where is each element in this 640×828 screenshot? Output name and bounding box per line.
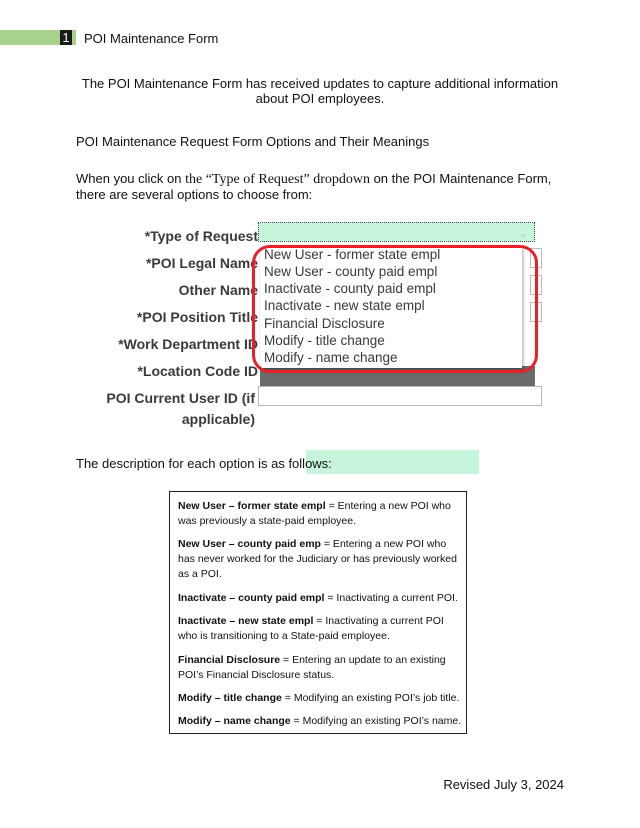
definition-item	[178, 653, 463, 683]
definition-item	[178, 591, 463, 606]
definition-meaning: = Inactivating a current POI.	[324, 592, 458, 604]
header-title: POI Maintenance Form	[84, 31, 219, 46]
definition-term: Inactivate – county paid empl	[178, 592, 325, 604]
dropdown-option[interactable]: Modify - title change	[264, 333, 385, 348]
label-applicable: applicable)	[181, 411, 255, 427]
label-poi-current-user-id: POI Current User ID (if	[106, 390, 255, 406]
dropdown-option[interactable]: Inactivate - new state empl	[264, 298, 425, 313]
header-accent-bar	[0, 30, 62, 45]
current-user-id-field[interactable]	[258, 386, 542, 406]
definition-meaning: = Entering a new POI who was previously a state-paid employee.	[178, 500, 451, 527]
section-title: POI Maintenance Request Form Options and Their Meanings	[76, 134, 430, 149]
paragraph-part1: When you click on	[76, 171, 186, 186]
form-screenshot	[100, 218, 550, 436]
definition-item	[178, 499, 463, 529]
paragraph-part3: on the POI Maintenance Form, there are several options to choose from:	[76, 171, 552, 202]
definition-item	[178, 614, 463, 644]
definition-meaning: = Inactivating a current POI who is transitioning to a State-paid employee.	[178, 615, 444, 642]
label-location-code-id: *Location Code ID	[137, 363, 258, 379]
highlight-swatch	[306, 450, 479, 474]
dropdown-option[interactable]: New User - county paid empl	[264, 264, 438, 279]
definition-term: Financial Disclosure	[178, 654, 281, 666]
definitions-box	[169, 491, 467, 734]
intro-text: The POI Maintenance Form has received updates to capture additional information about POI employees.	[81, 76, 559, 106]
label-other-name: Other Name	[178, 282, 258, 298]
dropdown-option[interactable]: New User - former state empl	[264, 247, 441, 262]
dropdown-option[interactable]: Inactivate - county paid empl	[264, 281, 436, 296]
dropdown-option[interactable]: Financial Disclosure	[264, 316, 385, 331]
chevron-down-icon[interactable]: ⌄	[517, 226, 528, 240]
definition-meaning: = Modifying an existing POI’s job title.	[281, 692, 460, 704]
definition-item	[178, 714, 463, 729]
highlight-ring	[252, 245, 538, 373]
label-poi-position-title: *POI Position Title	[136, 309, 258, 325]
definition-term: Modify – title change	[178, 692, 282, 704]
dropdown-option[interactable]: Modify - name change	[264, 350, 398, 365]
type-of-request-select[interactable]	[258, 222, 535, 242]
description-intro: The description for each option is as follows:	[76, 456, 332, 471]
definition-term: New User – county paid emp	[178, 538, 321, 550]
definition-meaning: = Entering a new POI who has never worked for the Judiciary or has previously worked as a POI.	[178, 538, 457, 580]
definition-term: Modify – name change	[178, 715, 291, 727]
paragraph-part2: the “Type of Request” dropdown	[185, 172, 370, 187]
label-work-department-id: *Work Department ID	[118, 336, 258, 352]
revised-date: Revised July 3, 2024	[443, 777, 564, 792]
section-number: 1	[60, 30, 72, 45]
label-poi-legal-name: *POI Legal Name	[145, 255, 258, 271]
definition-item	[178, 691, 463, 706]
definition-meaning: = Modifying an existing POI’s name.	[290, 715, 462, 727]
definition-meaning: = Entering an update to an existing POI’s Financial Disclosure status.	[178, 654, 446, 681]
definition-term: Inactivate – new state empl	[178, 615, 314, 627]
definition-item	[178, 537, 463, 582]
definition-term: New User – former state empl	[178, 500, 326, 512]
label-type-of-request: *Type of Request	[144, 228, 258, 244]
instruction-paragraph	[76, 171, 576, 202]
header-accent-tail	[72, 30, 76, 45]
